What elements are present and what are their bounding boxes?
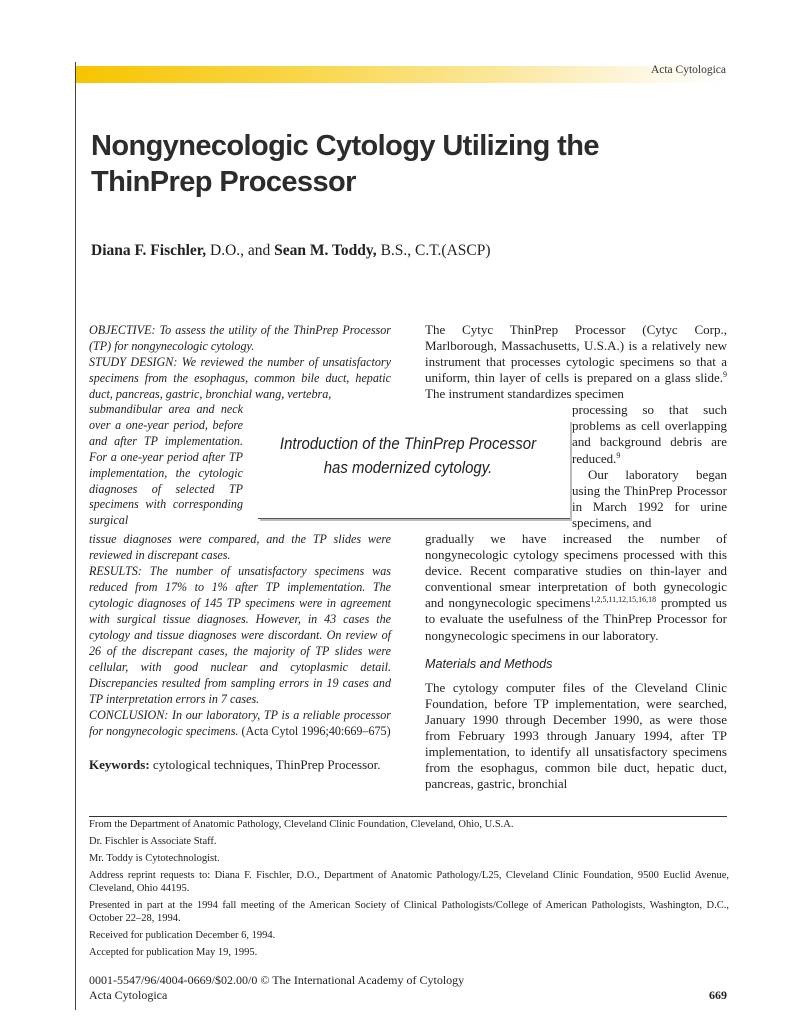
footnote-fischler: Dr. Fischler is Associate Staff.: [89, 836, 217, 847]
intro-paragraph-2-wrap: Our laboratory began using the ThinPrep Processor in March 1992 for urine specimens, and: [572, 466, 727, 531]
abstract-conclusion: [89, 707, 391, 739]
intro-paragraph-1-wrap: [572, 402, 727, 467]
intro-paragraph-2: [425, 531, 727, 644]
intro-paragraph-1: [425, 322, 727, 402]
author-line: [91, 242, 491, 260]
running-head-journal: Acta Cytologica: [650, 64, 726, 76]
article-title: [91, 128, 731, 200]
para2-text: gradually we have increased the number of nongynecologic cytology specimens processed with this device. Recent comparative studies on thin-layer and conventional smear interpretation of both gynecologic and nongynecologic specimens: [425, 531, 727, 611]
abstract-top: [89, 322, 391, 402]
title-line-2: ThinPrep Processor: [91, 166, 356, 198]
abstract-study-design-wrap: submandibular area and neck over a one-year period, before and after TP implementation. For a one-year period after TP implementation, the cytologic diagnoses of selected TP specimens with corresponding surgical: [89, 402, 243, 528]
author-2-degree: B.S., C.T.(ASCP): [376, 242, 491, 259]
refs-multi: 1,2,5,11,12,15,16,18: [590, 595, 657, 605]
keywords-label: Keywords:: [89, 757, 150, 772]
footnote-received: Received for publication December 6, 1994.: [89, 930, 276, 941]
footnotes: [89, 818, 729, 963]
intro-wrap: [572, 402, 727, 532]
footnote-rule: [89, 816, 727, 817]
intro-top: [425, 322, 727, 402]
footnote-affiliation: From the Department of Anatomic Pathology, Cleveland Clinic Foundation, Cleveland, Ohio, U.S.A.: [89, 819, 514, 830]
intro-bottom: [425, 531, 727, 792]
methods-paragraph: The cytology computer files of the Cleveland Clinic Foundation, before TP implementation, were searched, January 1990 through December 1990, as were those from February 1993 through January 1994, after TP implementation, to identify all unsatisfactory specimens from the esophagus, common bile duct, hepatic duct, pancreas, gastric, bronchial: [425, 679, 727, 792]
para2-tail: prompted us to evaluate the usefulness of the ThinPrep Processor for nongynecologic specimens in our laboratory.: [425, 595, 727, 643]
margin-rule: [75, 62, 76, 1010]
abstract-study-design-end: tissue diagnoses were compared, and the TP slides were reviewed in discrepant cases.: [89, 532, 391, 562]
author-2-name: Sean M. Toddy,: [274, 242, 377, 259]
footnote-toddy: Mr. Toddy is Cytotechnologist.: [89, 853, 220, 864]
methods-heading: Materials and Methods: [425, 656, 553, 671]
footer-journal: Acta Cytologica: [89, 988, 168, 1002]
ref-9: 9: [723, 370, 727, 380]
abstract-objective: OBJECTIVE: To assess the utility of the ThinPrep Processor (TP) for nongynecologic cytology.: [89, 323, 391, 353]
footer-block: [89, 973, 464, 1003]
page-number: 669: [709, 988, 727, 1002]
abstract-results: RESULTS: The number of unsatisfactory specimens was reduced from 17% to 1% after TP implementation. The cytologic diagnoses of 145 TP specimens were in agreement with surgical tissue diagnoses. However, in 43 cases the cytology and tissue diagnoses were discordant. On review of 26 of the discrepant cases, the majority of TP slides were cellular, with good nuclear and cytoplasmic detail. Discrepancies resulted from sampling errors in 19 cases and TP interpretation errors in 7 cases.: [89, 564, 391, 706]
issn-line: 0001-5547/96/4004-0669/$02.00/0 © The International Academy of Cytology: [89, 973, 465, 987]
intro-text: The Cytyc ThinPrep Processor (Cytyc Corp., Marlborough, Massachusetts, U.S.A.) is a relatively new instrument that processes cytologic specimens so that a uniform, thin layer of cells is prepared on a glass slide.: [425, 322, 727, 386]
intro-wrap-text: processing so that such problems as cell overlapping and background debris are reduced.: [572, 402, 727, 466]
conclusion-text: CONCLUSION: In our laboratory, TP is a reliable processor for nongynecologic specimens.: [89, 708, 391, 738]
pull-quote-box: [258, 420, 570, 519]
pull-quote-text: Introduction of the ThinPrep Processor has modernized cytology.: [279, 434, 537, 477]
author-1-degree: D.O.,: [206, 242, 245, 259]
footnote-presented: Presented in part at the 1994 fall meeting of the American Society of Clinical Pathologists/College of American Pathologists, Washington, D.C., October 22–28, 1994.: [89, 900, 729, 924]
header-color-band: [76, 66, 726, 83]
keywords: [89, 757, 391, 773]
abstract-citation: (Acta Cytol 1996;40:669–675): [238, 724, 391, 738]
keywords-text: cytological techniques, ThinPrep Processor.: [149, 757, 381, 772]
footnote-reprint: Address reprint requests to: Diana F. Fischler, D.O., Department of Anatomic Pathology/L25, Cleveland Clinic Foundation, 9500 Euclid Avenue, Cleveland, Ohio 44195.: [89, 870, 729, 894]
footnote-accepted: Accepted for publication May 19, 1995.: [89, 947, 258, 958]
author-1-name: Diana F. Fischler,: [91, 242, 207, 259]
ref-9b: 9: [616, 450, 621, 460]
title-line-1: Nongynecologic Cytology Utilizing the: [91, 130, 599, 162]
abstract-wrap: [89, 402, 243, 529]
intro-text-tail: The instrument standardizes specimen: [425, 386, 624, 402]
journal-header: [0, 0, 807, 90]
abstract-study-design: STUDY DESIGN: We reviewed the number of unsatisfactory specimens from the esophagus, common bile duct, hepatic duct, pancreas, gastric, bronchial wang, vertebra,: [89, 355, 391, 401]
abstract-bottom: [89, 531, 391, 773]
author-join: and: [244, 242, 275, 259]
